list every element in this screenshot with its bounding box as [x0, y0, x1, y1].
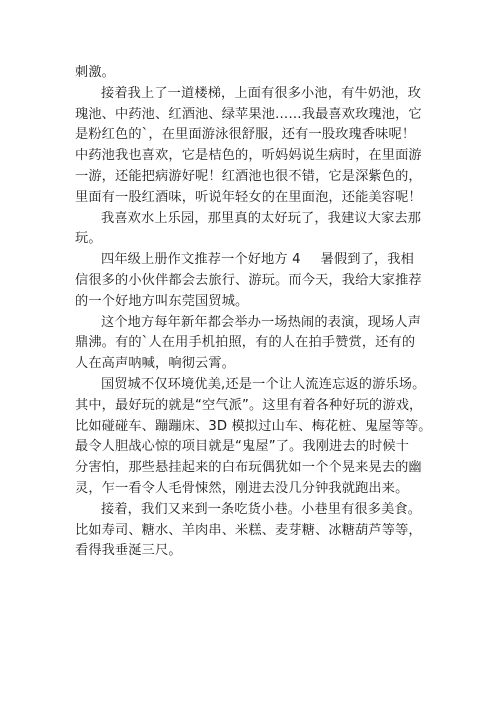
text-line: 我喜欢水上乐园，那里真的太好玩了，我建议大家去那	[101, 210, 422, 226]
heading-line	[75, 250, 445, 271]
text-line: 其中，最好玩的就是“空气派”。这里有着各种好玩的游戏，	[75, 397, 423, 413]
text-line: 刺激。	[75, 65, 116, 80]
text-line: 这个地方每年新年都会举办一场热闹的表演，现场人声	[101, 314, 422, 330]
text-line: 一游，还能把病游好呢！红酒池也很不错，它是深紫色的，	[75, 168, 422, 184]
text-line: 中药池我也喜欢，它是桔色的，听妈妈说生病时，在里面游	[75, 148, 422, 164]
text-line: 比如寿司、糖水、羊肉串、米糕、麦芽糖、冰糖葫芦等等，	[75, 522, 422, 538]
text-line: 人在高声呐喊，响彻云霄。	[75, 356, 236, 372]
text-line: 接着我上了一道楼梯，上面有很多小池，有牛奶池，玫	[101, 85, 422, 101]
text-line: 接着，我们又来到一条吃货小巷。小巷里有很多美食。	[101, 501, 422, 517]
text-line: 分害怕，那些悬挂起来的白布玩偶犹如一个个晃来晃去的幽	[75, 460, 422, 476]
text-line: 国贸城不仅环境优美,还是一个让人流连忘返的游乐场。	[101, 376, 426, 392]
text-line: 的一个好地方叫东莞国贸城。	[75, 293, 249, 309]
document-body	[75, 63, 445, 562]
heading-tail-text: 暑假到了，我相	[320, 252, 414, 268]
text-line: 最令人胆战心惊的项目就是“鬼屋”了。我刚进去的时候十	[75, 439, 410, 455]
text-line: 比如碰碰车、蹦蹦床、3D 模拟过山车、梅花桩、鬼屋等等。	[75, 418, 432, 434]
text-line: 瑰池、中药池、红酒池、绿苹果池……我最喜欢玫瑰池，它	[75, 106, 422, 122]
text-line: 里面有一股红酒味，听说年轻女的在里面泡，还能美容呢！	[75, 189, 422, 205]
text-line: 鼎沸。有的`人在用手机拍照，有的人在拍手赞赏，还有的	[75, 335, 416, 351]
text-line: 玩。	[75, 231, 102, 247]
text-line: 是粉红色的`，在里面游泳很舒服，还有一股玫瑰香味呢！	[75, 127, 416, 143]
text-line: 看得我垂涎三尺。	[75, 543, 182, 559]
article-heading: 四年级上册作文推荐一个好地方 4	[101, 252, 301, 268]
text-line: 信很多的小伙伴都会去旅行、游玩。而今天，我给大家推荐	[75, 272, 422, 288]
text-line: 灵，乍一看令人毛骨悚然，刚进去没几分钟我就跑出来。	[75, 480, 409, 496]
